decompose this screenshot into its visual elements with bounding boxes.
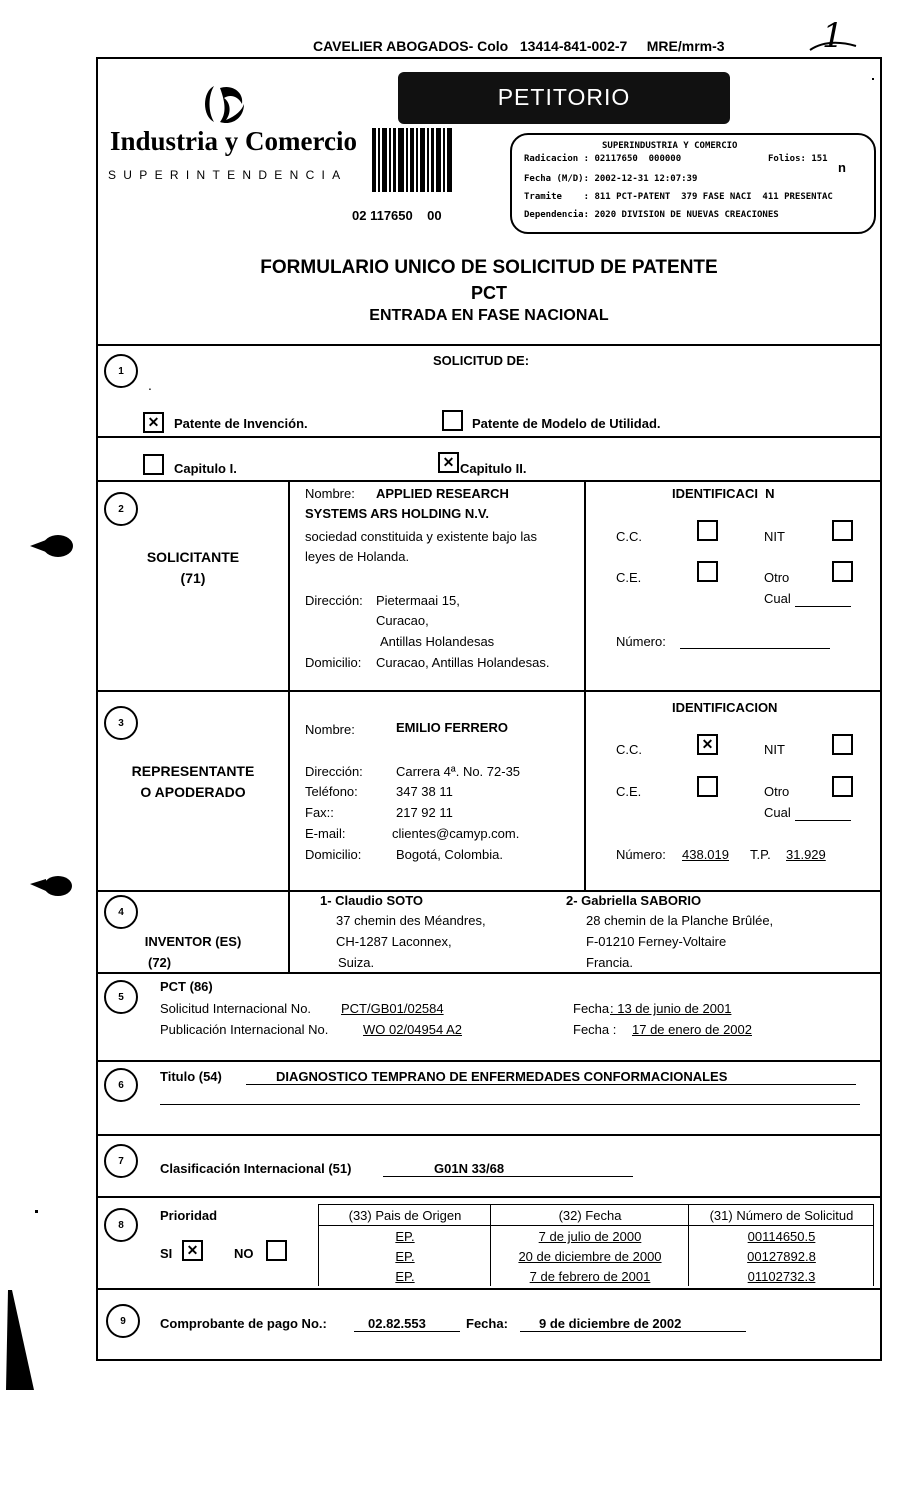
checkbox-capitulo-2[interactable]: ✕ bbox=[438, 452, 459, 473]
clasificacion-value: G01N 33/68 bbox=[434, 1161, 505, 1176]
checkbox-otro[interactable] bbox=[832, 776, 853, 797]
section-divider bbox=[96, 1134, 880, 1136]
table-divider bbox=[873, 1204, 874, 1286]
section-4-number: 4 bbox=[104, 895, 138, 929]
handwritten-page-number: 1 bbox=[822, 16, 844, 56]
comprobante-label: Comprobante de pago No.: bbox=[160, 1316, 327, 1331]
representante-numero: 438.019 bbox=[682, 847, 729, 862]
scan-speck bbox=[35, 1210, 38, 1213]
section-divider bbox=[96, 436, 880, 438]
representante-domicilio: Bogotá, Colombia. bbox=[396, 847, 503, 862]
column-divider bbox=[584, 480, 586, 690]
solicitud-internacional-label: Solicitud Internacional No. bbox=[160, 1001, 312, 1016]
fecha-publicacion-value: 17 de enero de 2002 bbox=[632, 1022, 752, 1037]
checkbox-ce[interactable] bbox=[697, 776, 718, 797]
col-fecha: (32) Fecha bbox=[558, 1208, 622, 1223]
table-header-border bbox=[318, 1225, 874, 1226]
comprobante-fecha-value: 9 de diciembre de 2002 bbox=[539, 1316, 682, 1331]
table-row-3-pais: EP. bbox=[395, 1269, 415, 1284]
binder-hole-mark bbox=[30, 530, 75, 562]
section-divider bbox=[96, 1288, 880, 1290]
solicitante-domicilio: Curacao, Antillas Holandesas. bbox=[376, 655, 550, 670]
inventor-2-name: 2- Gabriella SABORIO bbox=[566, 893, 702, 908]
numero-label: Número: bbox=[616, 634, 666, 649]
identificacion-heading: IDENTIFICACION bbox=[672, 700, 778, 715]
table-row-3-numero: 01102732.3 bbox=[747, 1269, 816, 1284]
option-modelo-utilidad: Patente de Modelo de Utilidad. bbox=[472, 416, 661, 431]
domicilio-label: Domicilio: bbox=[305, 655, 362, 670]
titulo-second-line bbox=[160, 1104, 860, 1105]
inventor-2-country: Francia. bbox=[586, 955, 633, 970]
representante-nombre: EMILIO FERRERO bbox=[396, 720, 508, 735]
comprobante-underline bbox=[354, 1331, 460, 1332]
section-divider bbox=[96, 480, 880, 482]
inventor-1-city: CH-1287 Laconnex, bbox=[336, 934, 452, 949]
section-divider bbox=[96, 890, 880, 892]
checkbox-prioridad-no[interactable] bbox=[266, 1240, 287, 1261]
logo-title: Industria y Comercio bbox=[110, 126, 357, 156]
otro-label: Otro bbox=[764, 784, 790, 799]
email-label: E-mail: bbox=[305, 826, 346, 841]
section-9-number: 9 bbox=[106, 1304, 140, 1338]
sic-logo-icon bbox=[196, 82, 248, 126]
option-capitulo-2: Capitulo II. bbox=[460, 461, 527, 476]
cual-label: Cual bbox=[764, 591, 791, 606]
stamp-line-4: Tramite : 811 PCT-PATENT 379 FASE NACI 411 PRESENTAC bbox=[524, 192, 833, 202]
comprobante-fecha-label: Fecha: bbox=[466, 1316, 508, 1331]
binder-hole-mark bbox=[30, 870, 75, 902]
comprobante-fecha-underline bbox=[520, 1331, 746, 1332]
stamp-line-1: SUPERINDUSTRIA Y COMERCIO bbox=[602, 141, 738, 151]
publicacion-internacional-label: Publicación Internacional No. bbox=[160, 1022, 329, 1037]
form-title: FORMULARIO UNICO DE SOLICITUD DE PATENTE bbox=[260, 257, 718, 278]
numero-blank-line bbox=[680, 648, 830, 649]
table-divider bbox=[318, 1204, 319, 1286]
otro-label: Otro bbox=[764, 570, 790, 585]
scan-speck bbox=[872, 78, 874, 80]
petitorio-banner: PETITORIO bbox=[398, 72, 730, 124]
checkbox-cc[interactable] bbox=[697, 520, 718, 541]
checkbox-ce[interactable] bbox=[697, 561, 718, 582]
checkbox-nit[interactable] bbox=[832, 520, 853, 541]
section-5-number: 5 bbox=[104, 980, 138, 1014]
column-divider bbox=[288, 890, 290, 972]
pct-heading: PCT (86) bbox=[160, 979, 213, 994]
solicitante-label: SOLICITANTE bbox=[146, 549, 240, 565]
inventor-code: (72) bbox=[148, 955, 172, 970]
stamp-line-3: Fecha (M/D): 2002-12-31 12:07:39 bbox=[524, 174, 698, 184]
checkbox-modelo-utilidad[interactable] bbox=[442, 410, 463, 431]
ce-label: C.E. bbox=[616, 570, 642, 585]
publicacion-internacional-value: WO 02/04954 A2 bbox=[363, 1022, 463, 1037]
solicitud-heading: SOLICITUD DE: bbox=[433, 353, 530, 368]
table-divider bbox=[490, 1204, 491, 1286]
stamp-n-mark: n bbox=[838, 160, 846, 175]
table-row-1-fecha: 7 de julio de 2000 bbox=[538, 1229, 642, 1244]
col-pais-origen: (33) Pais de Origen bbox=[348, 1208, 462, 1223]
titulo-underline bbox=[246, 1084, 856, 1085]
table-divider bbox=[688, 1204, 689, 1286]
option-patente-invencion: Patente de Invención. bbox=[174, 416, 308, 431]
domicilio-label: Domicilio: bbox=[305, 847, 362, 862]
stamp-folios: Folios: 151 bbox=[768, 154, 828, 164]
nit-label: NIT bbox=[764, 742, 785, 757]
option-capitulo-1: Capitulo I. bbox=[174, 461, 237, 476]
inventor-2-city: F-01210 Ferney-Voltaire bbox=[586, 934, 727, 949]
cual-label: Cual bbox=[764, 805, 791, 820]
solicitante-descripcion: sociedad constituida y existente bajo las bbox=[305, 529, 537, 544]
section-8-number: 8 bbox=[104, 1208, 138, 1242]
inventor-2-address: 28 chemin de la Planche Brûlée, bbox=[586, 913, 774, 928]
section-divider bbox=[96, 1196, 880, 1198]
form-title-pct: PCT bbox=[471, 283, 507, 303]
table-row-2-numero: 00127892.8 bbox=[747, 1249, 816, 1264]
direccion-label: Dirección: bbox=[305, 764, 363, 779]
solicitud-internacional-value: PCT/GB01/02584 bbox=[341, 1001, 444, 1016]
top-reference-line: CAVELIER ABOGADOS- Colo 13414-841-002-7 MRE/mrm-3 bbox=[313, 38, 725, 54]
tp-label: T.P. bbox=[750, 847, 771, 862]
section-divider bbox=[96, 972, 880, 974]
stamp-line-2: Radicacion : 02117650 000000 bbox=[524, 154, 682, 164]
checkbox-patente-invencion[interactable]: ✕ bbox=[143, 412, 164, 433]
clasificacion-label: Clasificación Internacional (51) bbox=[160, 1161, 352, 1176]
cual-blank-line bbox=[795, 606, 851, 607]
prioridad-label: Prioridad bbox=[160, 1208, 218, 1223]
cc-label: C.C. bbox=[616, 529, 642, 544]
column-divider bbox=[584, 690, 586, 890]
scan-edge-mark bbox=[6, 1290, 36, 1390]
table-row-1-pais: EP. bbox=[395, 1229, 415, 1244]
fax-label: Fax:: bbox=[305, 805, 334, 820]
table-row-2-fecha: 20 de diciembre de 2000 bbox=[518, 1249, 662, 1264]
col-numero-solicitud: (31) Número de Solicitud bbox=[709, 1208, 854, 1223]
checkbox-prioridad-si[interactable]: ✕ bbox=[182, 1240, 203, 1261]
section-1-number: 1 bbox=[104, 354, 138, 388]
inventor-1-name: 1- Claudio SOTO bbox=[320, 893, 424, 908]
telefono-label: Teléfono: bbox=[305, 784, 358, 799]
solicitante-nombre-2: SYSTEMS ARS HOLDING N.V. bbox=[305, 506, 489, 521]
inventor-1-country: Suiza. bbox=[338, 955, 375, 970]
stamp-line-5: Dependencia: 2020 DIVISION DE NUEVAS CREACIONES bbox=[524, 210, 779, 220]
column-divider bbox=[288, 690, 290, 890]
section-1-dot: . bbox=[148, 377, 152, 393]
solicitante-nombre: APPLIED RESEARCH bbox=[376, 486, 509, 501]
checkbox-nit[interactable] bbox=[832, 734, 853, 755]
section-2-number: 2 bbox=[104, 492, 138, 526]
section-divider bbox=[96, 690, 880, 692]
cual-blank-line bbox=[795, 820, 851, 821]
checkbox-cc-checked[interactable]: ✕ bbox=[697, 734, 718, 755]
representante-tp: 31.929 bbox=[786, 847, 826, 862]
inventor-1-address: 37 chemin des Méandres, bbox=[336, 913, 486, 928]
solicitante-direccion-2: Curacao, bbox=[376, 613, 429, 628]
numero-label: Número: bbox=[616, 847, 666, 862]
representante-telefono: 347 38 11 bbox=[396, 784, 453, 799]
nombre-label: Nombre: bbox=[305, 722, 355, 737]
section-7-number: 7 bbox=[104, 1144, 138, 1178]
table-row-1-numero: 00114650.5 bbox=[747, 1229, 816, 1244]
nombre-label: Nombre: bbox=[305, 486, 355, 501]
titulo-label: Titulo (54) bbox=[160, 1069, 222, 1084]
fecha-solicitud-value: : 13 de junio de 2001 bbox=[610, 1001, 732, 1016]
barcode-image bbox=[370, 128, 454, 192]
solicitante-direccion-3: Antillas Holandesas bbox=[380, 634, 495, 649]
fecha-label: Fecha bbox=[573, 1001, 610, 1016]
table-row-2-pais: EP. bbox=[395, 1249, 415, 1264]
section-3-number: 3 bbox=[104, 706, 138, 740]
solicitante-direccion-1: Pietermaai 15, bbox=[376, 593, 460, 608]
representante-email[interactable]: clientes@camyp.com. bbox=[392, 826, 520, 841]
form-subtitle: ENTRADA EN FASE NACIONAL bbox=[369, 307, 609, 324]
solicitante-code: (71) bbox=[180, 570, 206, 586]
cc-label: C.C. bbox=[616, 742, 642, 757]
direccion-label: Dirección: bbox=[305, 593, 363, 608]
table-top-border bbox=[318, 1204, 874, 1205]
clasificacion-underline bbox=[383, 1176, 633, 1177]
checkbox-otro[interactable] bbox=[832, 561, 853, 582]
section-divider bbox=[96, 344, 880, 346]
checkbox-capitulo-1[interactable] bbox=[143, 454, 164, 475]
comprobante-value: 02.82.553 bbox=[368, 1316, 426, 1331]
logo-subtitle: SUPERINTENDENCIA bbox=[108, 168, 348, 182]
titulo-value: DIAGNOSTICO TEMPRANO DE ENFERMEDADES CONFORMACIONALES bbox=[276, 1069, 728, 1084]
table-row-3-fecha: 7 de febrero de 2001 bbox=[529, 1269, 651, 1284]
solicitante-descripcion-2: leyes de Holanda. bbox=[305, 549, 410, 564]
fecha-label: Fecha : bbox=[573, 1022, 617, 1037]
representante-fax: 217 92 11 bbox=[396, 805, 453, 820]
inventor-label: INVENTOR (ES) bbox=[144, 934, 242, 949]
column-divider bbox=[288, 480, 290, 690]
section-divider bbox=[96, 1060, 880, 1062]
nit-label: NIT bbox=[764, 529, 785, 544]
handwritten-stroke bbox=[808, 36, 858, 56]
representante-direccion: Carrera 4ª. No. 72-35 bbox=[396, 764, 521, 779]
prioridad-no-label: NO bbox=[234, 1246, 254, 1261]
barcode-number: 02 117650 00 bbox=[352, 208, 442, 223]
representante-label: REPRESENTANTE bbox=[131, 763, 255, 779]
prioridad-si-label: SI bbox=[160, 1246, 173, 1261]
identificacion-heading: IDENTIFICACI N bbox=[672, 486, 775, 501]
ce-label: C.E. bbox=[616, 784, 642, 799]
apoderado-label: O APODERADO bbox=[140, 784, 246, 800]
section-6-number: 6 bbox=[104, 1068, 138, 1102]
